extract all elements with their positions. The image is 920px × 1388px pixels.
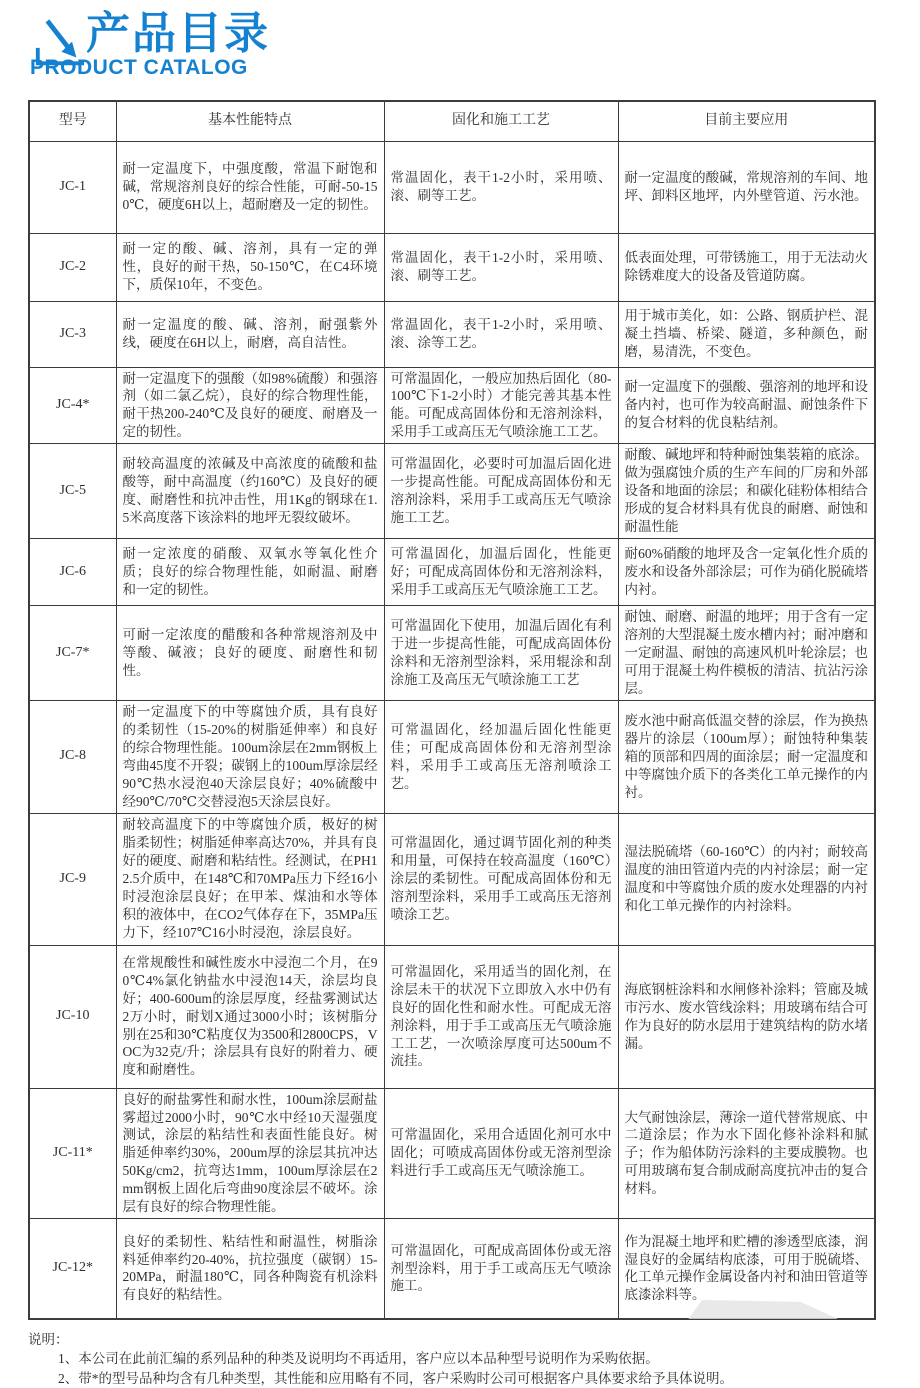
- features-cell: 耐一定温度的酸、碱、溶剂，耐强紫外线，硬度在6H以上，耐磨，高自洁性。: [116, 301, 384, 367]
- curing-cell: 可常温固化，采用合适固化剂可水中固化；可喷成高固体份或无溶剂型涂料进行手工或高压无气喷涂施工。: [384, 1088, 618, 1219]
- features-cell: 在常规酸性和碱性废水中浸泡二个月，在90℃4%氯化钠盐水中浸泡14天，涂层均良好；400-600um的涂层厚度，经盐雾测试达2万小时，耐划X通过3000小时；该树脂分别在25和30℃粘度仅为3500和2800CPS，VOC为32克/升；涂层具有良好的附着力、硬度和耐磨性。: [116, 945, 384, 1088]
- product-catalog-table: [28, 100, 876, 1320]
- column-header-curing: 固化和施工工艺: [384, 101, 618, 141]
- curing-cell: 可常温固化，采用适当的固化剂，在涂层未干的状况下立即放入水中仍有良好的固化性和耐水性。可配成无溶剂涂料，用于手工或高压无气喷涂施工工艺，一次喷涂厚度可达500um不流挂。: [384, 945, 618, 1088]
- features-cell: 耐一定温度下，中强度酸，常温下耐饱和碱，常规溶剂良好的综合性能，可耐-50-150℃，硬度6H以上，超耐磨及一定的韧性。: [116, 141, 384, 233]
- table-row: [29, 606, 875, 701]
- table-row: [29, 444, 875, 539]
- curing-cell: 可常温固化，经加温后固化性能更佳；可配成高固体份和无溶剂型涂料，采用手工或高压无溶剂喷涂工艺。: [384, 700, 618, 813]
- applications-cell: 耐60%硝酸的地坪及含一定氧化性介质的废水和设备外部涂层；可作为硝化脱硫塔内衬。: [618, 539, 875, 606]
- features-cell: 可耐一定浓度的醋酸和各种常规溶剂及中等酸、碱液；良好的硬度、耐磨性和韧性。: [116, 606, 384, 701]
- applications-cell: 耐一定温度的酸碱，常规溶剂的车间、地坪、卸料区地坪，内外壁管道、污水池。: [618, 141, 875, 233]
- table-row: [29, 367, 875, 444]
- features-cell: 耐较高温度下的中等腐蚀介质，极好的树脂柔韧性；树脂延伸率高达70%，并具有良好的硬度、耐磨和粘结性。经测试，在PH12.5介质中，在148℃和70MPa压力下经16小时浸泡涂层良好；在甲苯、煤油和水等体积的液体中，在CO2气体存在下，35MPa压力下，经107℃16小时浸泡，涂层良好。: [116, 813, 384, 945]
- table-row: [29, 301, 875, 367]
- model-cell: JC-5: [29, 444, 116, 539]
- model-cell: JC-4*: [29, 367, 116, 444]
- features-cell: 耐一定温度下的强酸（如98%硫酸）和强溶剂（如二氯乙烷），良好的综合物理性能，耐干热200-240℃及良好的硬度、耐磨及一定的韧性。: [116, 367, 384, 444]
- features-cell: 良好的柔韧性、粘结性和耐温性，树脂涂料延伸率约20-40%，抗拉强度（碳钢）15-20MPa，耐温180℃，同各种陶瓷有机涂料有良好的粘结性。: [116, 1219, 384, 1319]
- model-cell: JC-1: [29, 141, 116, 233]
- applications-cell: 作为混凝土地坪和贮槽的渗透型底漆，润湿良好的金属结构底漆，可用于脱硫塔、化工单元操作金属设备内衬和油田管道等底漆涂料等。: [618, 1219, 875, 1319]
- applications-cell: 用于城市美化，如：公路、钢质护栏、混凝土挡墙、桥梁、隧道，多种颜色，耐磨，易清洗，不变色。: [618, 301, 875, 367]
- curing-cell: 可常温固化，一般应加热后固化（80-100℃下1-2小时）才能完善其基本性能。可配成高固体份和无溶剂涂料，采用手工或高压无气喷涂施工工艺。: [384, 367, 618, 444]
- table-row: [29, 700, 875, 813]
- features-cell: 耐一定温度下的中等腐蚀介质，具有良好的柔韧性（15-20%的树脂延伸率）和良好的综合物理性能。100um涂层在2mm钢板上弯曲45度不开裂；碳钢上的100um厚涂层经90℃热水浸泡40天涂层良好；40%硫酸中经90℃/70℃交替浸泡5天涂层良好。: [116, 700, 384, 813]
- applications-cell: 耐酸、碱地坪和特种耐蚀集装箱的底涂。做为强腐蚀介质的生产车间的厂房和外部设备和地面的涂层；和碳化硅粉体相结合形成的复合材料具有优良的耐磨、耐蚀和耐温性能: [618, 444, 875, 539]
- note-item: 1、本公司在此前汇编的系列品种的种类及说明均不再适用，客户应以本品种型号说明作为采购依据。: [58, 1351, 659, 1367]
- column-header-features: 基本性能特点: [116, 101, 384, 141]
- curing-cell: 可常温固化，必要时可加温后固化进一步提高性能。可配成高固体份和无溶剂涂料，采用手工或高压无气喷涂施工工艺。: [384, 444, 618, 539]
- table-row: [29, 539, 875, 606]
- table-row: [29, 813, 875, 945]
- curing-cell: 常温固化，表干1-2小时，采用喷、滚、刷等工艺。: [384, 141, 618, 233]
- table-row: [29, 1088, 875, 1219]
- model-cell: JC-3: [29, 301, 116, 367]
- applications-cell: 湿法脱硫塔（60-160℃）的内衬；耐较高温度的油田管道内壳的内衬涂层；耐一定温度和中等腐蚀介质的废水处理器的内衬和化工单元操作的内衬涂料。: [618, 813, 875, 945]
- model-cell: JC-8: [29, 700, 116, 813]
- table-row: [29, 945, 875, 1088]
- model-cell: JC-12*: [29, 1219, 116, 1319]
- model-cell: JC-9: [29, 813, 116, 945]
- notes-title: 说明：: [28, 1331, 69, 1347]
- page-header: [28, 10, 892, 92]
- page-subtitle: PRODUCT CATALOG: [30, 56, 248, 80]
- column-header-model: 型号: [29, 101, 116, 141]
- diagonal-arrow-icon: [32, 16, 86, 72]
- notes-section: [28, 1330, 892, 1388]
- applications-cell: 耐一定温度下的强酸、强溶剂的地坪和设备内衬，也可作为较高耐温、耐蚀条件下的复合材料的优良粘结剂。: [618, 367, 875, 444]
- column-header-applications: 目前主要应用: [618, 101, 875, 141]
- features-cell: 耐一定浓度的硝酸、双氧水等氧化性介质；良好的综合物理性能，如耐温、耐磨和一定的韧性。: [116, 539, 384, 606]
- features-cell: 耐一定的酸、碱、溶剂，具有一定的弹性，良好的耐干热，50-150℃，在C4环境下，质保10年，不变色。: [116, 233, 384, 301]
- curing-cell: 常温固化，表干1-2小时，采用喷、滚、刷等工艺。: [384, 233, 618, 301]
- model-cell: JC-6: [29, 539, 116, 606]
- curing-cell: 可常温固化，可配成高固体份或无溶剂型涂料，用于手工或高压无气喷涂施工。: [384, 1219, 618, 1319]
- table-header-row: [29, 101, 875, 141]
- page-title: 产品目录: [86, 9, 270, 58]
- curing-cell: 可常温固化下使用，加温后固化有利于进一步提高性能，可配成高固体份涂料和无溶剂型涂料，采用辊涂和刮涂施工及高压无气喷涂施工工艺: [384, 606, 618, 701]
- model-cell: JC-10: [29, 945, 116, 1088]
- model-cell: JC-7*: [29, 606, 116, 701]
- applications-cell: 海底钢桩涂料和水闸修补涂料；管廊及城市污水、废水管线涂料；用玻璃布结合可作为良好的防水层用于建筑结构的防水堵漏。: [618, 945, 875, 1088]
- applications-cell: 废水池中耐高低温交替的涂层，作为换热器片的涂层（100um厚）；耐蚀特种集装箱的顶部和四周的面涂层；耐一定温度和中等腐蚀介质下的各类化工单元操作的内衬。: [618, 700, 875, 813]
- curing-cell: 可常温固化，加温后固化，性能更好；可配成高固体份和无溶剂涂料，采用手工或高压无气喷涂施工工艺。: [384, 539, 618, 606]
- features-cell: 耐较高温度的浓碱及中高浓度的硫酸和盐酸等，耐中高温度（约160℃）及良好的硬度、耐磨性和抗冲击性，用1Kg的钢球在1.5米高度落下该涂料的地坪无裂纹破坏。: [116, 444, 384, 539]
- table-row: [29, 141, 875, 233]
- table-row: [29, 233, 875, 301]
- curing-cell: 可常温固化，通过调节固化剂的种类和用量，可保持在较高温度（160℃）涂层的柔韧性。可配成高固体份和无溶剂型涂料，采用手工或高压无溶剂喷涂工艺。: [384, 813, 618, 945]
- model-cell: JC-11*: [29, 1088, 116, 1219]
- note-item: 2、带*的型号品种均含有几种类型，其性能和应用略有不同，客户采购时公司可根据客户具体要求给予具体说明。: [58, 1370, 733, 1386]
- features-cell: 良好的耐盐雾性和耐水性，100um涂层耐盐雾超过2000小时，90℃水中经10天湿强度测试，涂层的粘结性和表面性能良好。树脂延伸率约30%，200um厚的涂层其抗冲达50Kg/cm2，抗弯达1mm，100um厚涂层在2mm钢板上固化后弯曲90度涂层不破坏。涂层有良好的综合物理性能。: [116, 1088, 384, 1219]
- model-cell: JC-2: [29, 233, 116, 301]
- applications-cell: 低表面处理，可带锈施工，用于无法动火除锈难度大的设备及管道防腐。: [618, 233, 875, 301]
- curing-cell: 常温固化，表干1-2小时，采用喷、滚、涂等工艺。: [384, 301, 618, 367]
- applications-cell: 耐蚀、耐磨、耐温的地坪；用于含有一定溶剂的大型混凝土废水槽内衬；耐冲磨和一定耐温、耐蚀的高速风机叶轮涂层；也可用于混凝土构件模板的清洁、抗沾污涂层。: [618, 606, 875, 701]
- applications-cell: 大气耐蚀涂层，薄涂一道代替常规底、中二道涂层；作为水下固化修补涂料和腻子；作为船体防污涂料的主要成膜物。也可用玻璃布复合制成耐高度抗冲击的复合材料。: [618, 1088, 875, 1219]
